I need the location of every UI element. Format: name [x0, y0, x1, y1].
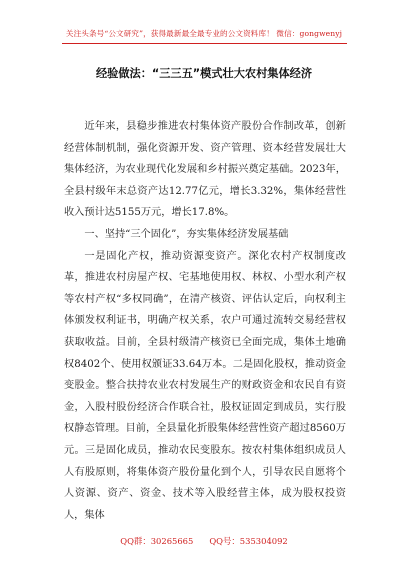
page-title: 经验做法：“三三五”模式壮大农村集体经济	[95, 67, 313, 80]
paragraph-intro: 近年来，县稳步推进农村集体资产股份合作制改革，创新经营体制机制，强化资源开发、资产管理、资本经营发展壮大集体经济，为农业现代化发展和乡村振兴奠定基础。2023年，全县村级年末总资产达12.77亿元，增长3.32%，集体经营性收入预计达5155万元，增长17.8%。	[64, 121, 346, 219]
header-banner: 关注头条号“公文研究”，获得最新最全最专业的公文资料库！ 微信：gongwenyj	[65, 29, 343, 38]
section-heading: 一、坚持“三个固化”，夯实集体经济发展基础	[84, 228, 289, 240]
paragraph-content: 一是固化产权，推动资源变资产。深化农村产权制度改革，推进农村房屋产权、宅基地使用权、林权、小型水利产权等农村产权“多权同确”，在清产核资、评估认定后，向权利主体颁发权利证书，明确产权关系，农户可通过流转交易经营权获取收益。目前，全县村级清产核资已全面完成，集体土地确权8402个、使用权颁证33.64万本。二是固化股权，推动资金变股金。整合扶持农业农村发展生产的财政资金和农民自有资金，入股村股份经济合作联合社，股权证固定到成员，实行股权静态管理。目前，全县量化折股集体经营性资产超过8560万元。三是固化成员，推动农民变股东。按农村集体组织成员人人有股原则，将集体资产股份量化到个人，引导农民自愿将个人资源、资产、资金、技术等入股经营主体，成为股权投资人，集体	[64, 250, 346, 521]
header-divider	[62, 43, 347, 44]
footer-contact: QQ群：30265665 QQ号：535304092	[120, 536, 288, 546]
document-body	[64, 116, 346, 526]
